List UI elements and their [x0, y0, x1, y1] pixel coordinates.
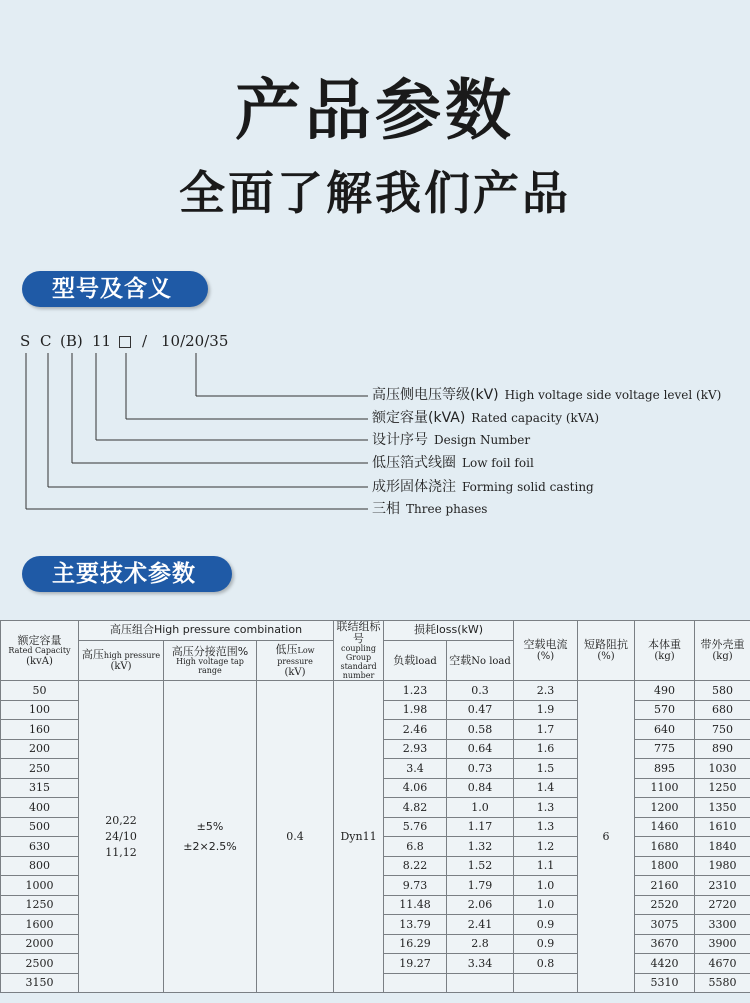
cell-load-loss: 8.22: [384, 856, 447, 876]
cell-load-loss: 1.23: [384, 681, 447, 701]
cell-shell-weight: 680: [695, 700, 750, 720]
cell-group-value: Dyn11: [334, 681, 384, 993]
cell-shell-weight: 1250: [695, 778, 750, 798]
cell-noload-loss: 0.84: [447, 778, 514, 798]
cell-shell-weight: 2720: [695, 895, 750, 915]
cell-weight: 640: [635, 720, 695, 740]
header-noload-current: 空载电流 (%): [514, 621, 578, 681]
cell-noload-current: 1.1: [514, 856, 578, 876]
cell-weight: 1200: [635, 798, 695, 818]
cell-hp-values: 20,22 24/10 11,12: [79, 681, 164, 993]
cell-noload-loss: 1.52: [447, 856, 514, 876]
cell-noload-current: 1.3: [514, 817, 578, 837]
cell-shell-weight: 2310: [695, 876, 750, 896]
cell-capacity: 100: [1, 700, 79, 720]
cell-shell-weight: 580: [695, 681, 750, 701]
cell-load-loss: 1.98: [384, 700, 447, 720]
cell-noload-loss: 1.0: [447, 798, 514, 818]
header-loss: 损耗loss(kW): [384, 621, 514, 641]
code-b: (B): [60, 332, 83, 350]
cell-capacity: 250: [1, 759, 79, 779]
cell-noload-current: 1.3: [514, 798, 578, 818]
header-weight: 本体重 (kg): [635, 621, 695, 681]
section-label-model: 型号及含义: [22, 271, 208, 307]
cell-noload-current: 2.3: [514, 681, 578, 701]
cell-weight: 1460: [635, 817, 695, 837]
meaning-foil: 低压箔式线圈 Low foil foil: [372, 455, 534, 471]
cell-capacity: 2500: [1, 954, 79, 974]
header-tap: 高压分接范围% High voltage tap range: [164, 640, 257, 681]
meaning-voltage: 高压侧电压等级(kV) High voltage side voltage level (kV): [372, 387, 722, 403]
meaning-capacity: 额定容量(kVA) Rated capacity (kVA): [372, 410, 600, 426]
header-lp: 低压Low pressure (kV): [257, 640, 334, 681]
cell-capacity: 200: [1, 739, 79, 759]
header-load: 负载load: [384, 640, 447, 681]
header-capacity: 额定容量 Rated Capacity (kvA): [1, 621, 79, 681]
cell-noload-loss: 1.79: [447, 876, 514, 896]
cell-noload-loss: 0.3: [447, 681, 514, 701]
meaning-phases: 三相 Three phases: [372, 501, 488, 517]
cell-noload-loss: 3.34: [447, 954, 514, 974]
cell-shell-weight: 1610: [695, 817, 750, 837]
header-hp: 高压high pressure (kV): [79, 640, 164, 681]
cell-capacity: 3150: [1, 973, 79, 993]
cell-capacity: 630: [1, 837, 79, 857]
cell-weight: 1800: [635, 856, 695, 876]
cell-shell-weight: 1030: [695, 759, 750, 779]
cell-load-loss: 11.48: [384, 895, 447, 915]
cell-noload-current: 1.0: [514, 876, 578, 896]
cell-load-loss: 6.8: [384, 837, 447, 857]
cell-noload-current: 0.9: [514, 915, 578, 935]
cell-noload-current: 1.5: [514, 759, 578, 779]
cell-shell-weight: 5580: [695, 973, 750, 993]
meaning-casting: 成形固体浇注 Forming solid casting: [372, 479, 594, 495]
cell-noload-loss: 1.17: [447, 817, 514, 837]
cell-noload-current: 0.9: [514, 934, 578, 954]
cell-shell-weight: 4670: [695, 954, 750, 974]
cell-noload-current: 1.0: [514, 895, 578, 915]
cell-lp-value: 0.4: [257, 681, 334, 993]
cell-noload-loss: 0.64: [447, 739, 514, 759]
header-impedance: 短路阻抗 (%): [578, 621, 635, 681]
code-c: C: [40, 332, 52, 350]
spec-table: [0, 620, 750, 993]
table-row: [1, 681, 750, 701]
cell-shell-weight: 1980: [695, 856, 750, 876]
code-voltage: 10/20/35: [161, 332, 229, 350]
cell-noload-loss: 0.58: [447, 720, 514, 740]
cell-load-loss: [384, 973, 447, 993]
code-capacity-box: [119, 334, 131, 352]
cell-load-loss: 9.73: [384, 876, 447, 896]
cell-load-loss: 16.29: [384, 934, 447, 954]
cell-capacity: 800: [1, 856, 79, 876]
cell-weight: 775: [635, 739, 695, 759]
cell-noload-loss: 0.47: [447, 700, 514, 720]
cell-shell-weight: 3900: [695, 934, 750, 954]
cell-noload-loss: 2.8: [447, 934, 514, 954]
cell-weight: 5310: [635, 973, 695, 993]
cell-weight: 1680: [635, 837, 695, 857]
code-s: S: [20, 332, 31, 350]
cell-weight: 570: [635, 700, 695, 720]
cell-weight: 3670: [635, 934, 695, 954]
cell-weight: 490: [635, 681, 695, 701]
cell-noload-current: 1.4: [514, 778, 578, 798]
header-group: 联结组标号 coupling Group standard number: [334, 621, 384, 681]
cell-weight: 2160: [635, 876, 695, 896]
cell-shell-weight: 750: [695, 720, 750, 740]
header-hp-combination: 高压组合High pressure combination: [79, 621, 334, 641]
cell-impedance-value: 6: [578, 681, 635, 993]
cell-load-loss: 19.27: [384, 954, 447, 974]
cell-capacity: 315: [1, 778, 79, 798]
cell-noload-current: 1.9: [514, 700, 578, 720]
cell-noload-current: 1.6: [514, 739, 578, 759]
cell-shell-weight: 890: [695, 739, 750, 759]
cell-capacity: 500: [1, 817, 79, 837]
cell-weight: 4420: [635, 954, 695, 974]
cell-capacity: 2000: [1, 934, 79, 954]
cell-noload-current: 0.8: [514, 954, 578, 974]
code-number: 11: [92, 332, 112, 350]
cell-noload-current: 1.7: [514, 720, 578, 740]
cell-load-loss: 4.82: [384, 798, 447, 818]
cell-shell-weight: 3300: [695, 915, 750, 935]
cell-shell-weight: 1350: [695, 798, 750, 818]
header-noload: 空载No load: [447, 640, 514, 681]
cell-weight: 3075: [635, 915, 695, 935]
header-shell-weight: 带外壳重 (kg): [695, 621, 750, 681]
page-subtitle: 全面了解我们产品: [179, 166, 571, 220]
cell-load-loss: 4.06: [384, 778, 447, 798]
cell-capacity: 1600: [1, 915, 79, 935]
code-separator: /: [142, 332, 148, 350]
cell-weight: 1100: [635, 778, 695, 798]
cell-load-loss: 3.4: [384, 759, 447, 779]
section-label-specs: 主要技术参数: [22, 556, 232, 592]
cell-capacity: 50: [1, 681, 79, 701]
cell-noload-current: [514, 973, 578, 993]
cell-weight: 895: [635, 759, 695, 779]
cell-noload-loss: 2.06: [447, 895, 514, 915]
cell-capacity: 400: [1, 798, 79, 818]
cell-tap-values: ±5% ±2×2.5%: [164, 681, 257, 993]
cell-capacity: 1250: [1, 895, 79, 915]
cell-load-loss: 5.76: [384, 817, 447, 837]
page-title: 产品参数: [235, 72, 515, 149]
cell-load-loss: 2.46: [384, 720, 447, 740]
cell-noload-loss: 2.41: [447, 915, 514, 935]
cell-noload-loss: 0.73: [447, 759, 514, 779]
cell-noload-current: 1.2: [514, 837, 578, 857]
cell-capacity: 1000: [1, 876, 79, 896]
cell-shell-weight: 1840: [695, 837, 750, 857]
cell-weight: 2520: [635, 895, 695, 915]
cell-load-loss: 2.93: [384, 739, 447, 759]
cell-capacity: 160: [1, 720, 79, 740]
meaning-design-number: 设计序号 Design Number: [372, 432, 531, 448]
cell-load-loss: 13.79: [384, 915, 447, 935]
cell-noload-loss: [447, 973, 514, 993]
cell-noload-loss: 1.32: [447, 837, 514, 857]
